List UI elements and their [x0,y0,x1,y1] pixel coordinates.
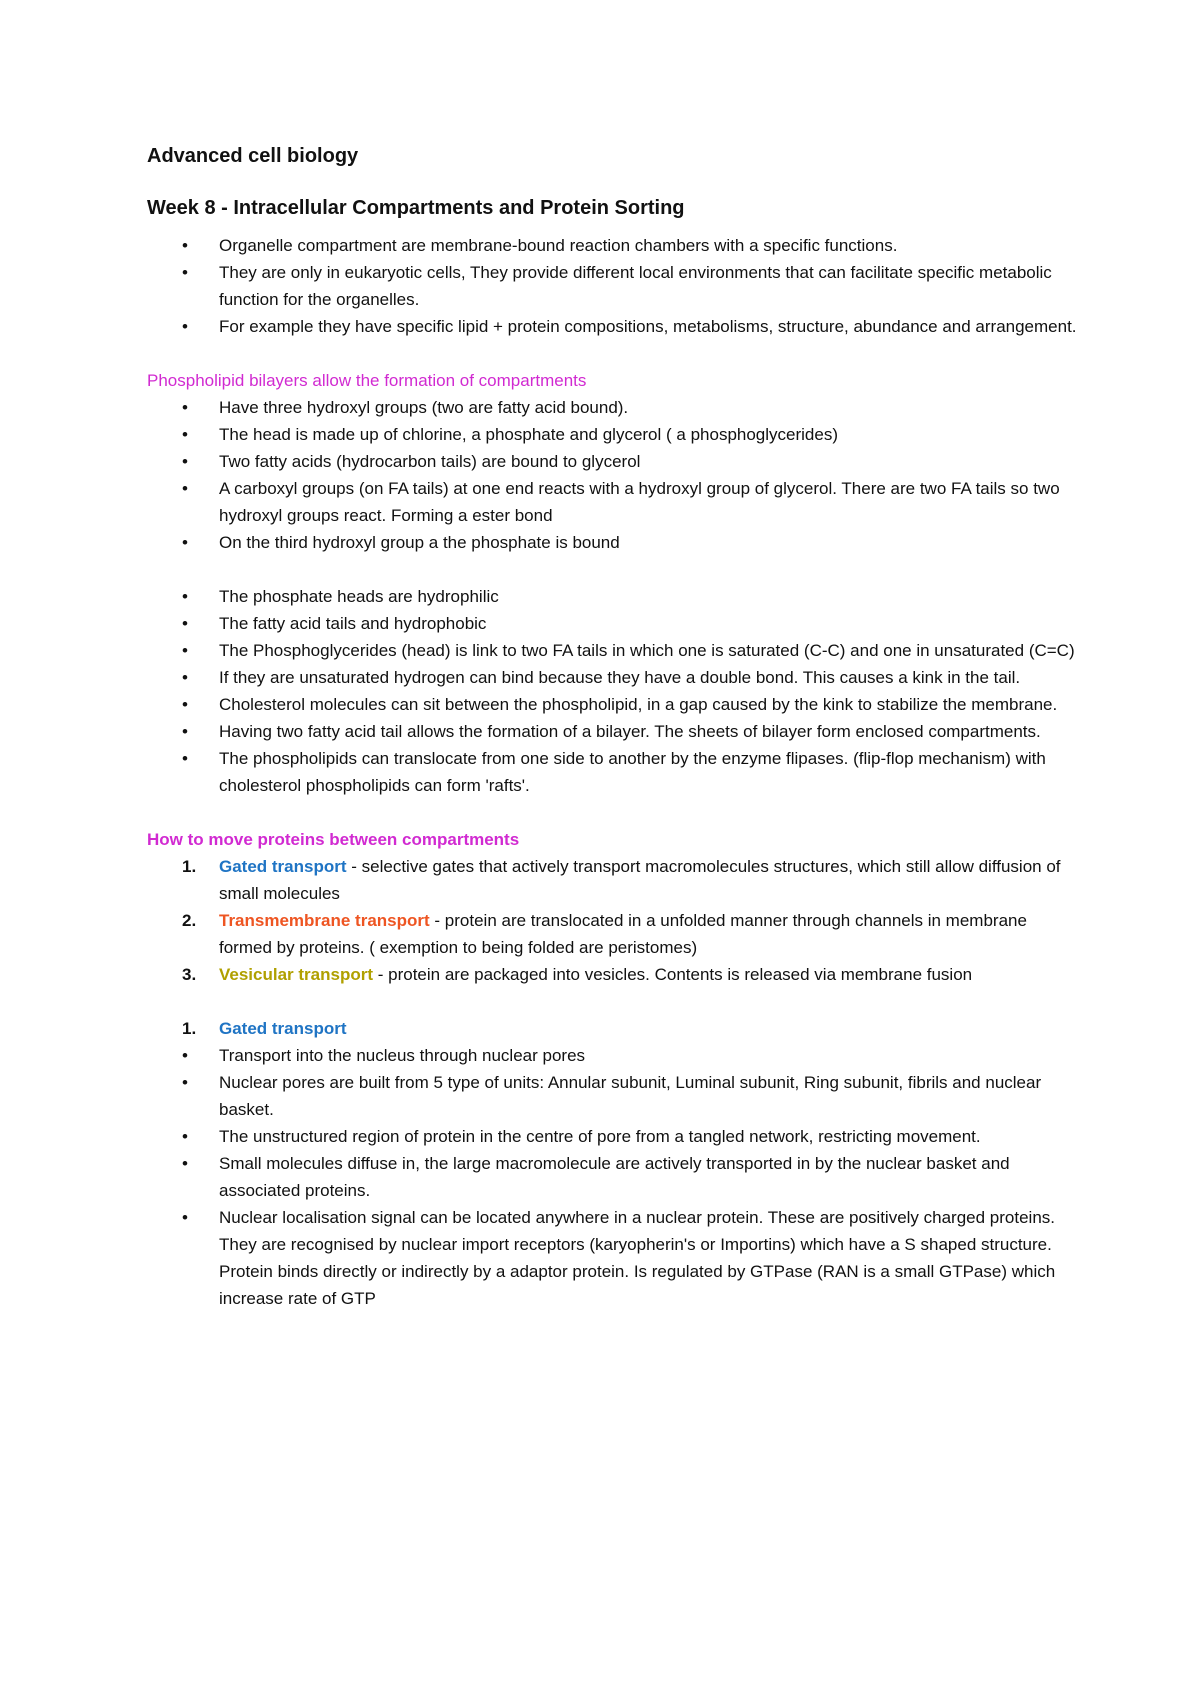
phospholipid-heading: Phospholipid bilayers allow the formation of compartments [147,371,587,390]
document-page [147,142,1077,1312]
list-item: • A carboxyl groups (on FA tails) at one end reacts with a hydroxyl group of glycerol. There are two FA tails so two hydroxyl groups react. Forming a ester bond [147,475,1077,529]
list-item: • The Phosphoglycerides (head) is link to two FA tails in which one is saturated (C-C) and one in unsaturated (C=C) [147,637,1077,664]
gated-transport-term: Gated transport [219,857,347,876]
list-item: • Nuclear localisation signal can be located anywhere in a nuclear protein. These are positively charged proteins. They are recognised by nuclear import receptors (karyopherin's or Importins) which have a S shaped structure. Protein binds directly or indirectly by a adaptor protein. Is regulated by GTPase (RAN is a small GTPase) which increase rate of GTP [147,1204,1077,1312]
list-item: • Nuclear pores are built from 5 type of units: Annular subunit, Luminal subunit, Ring subunit, fibrils and nuclear basket. [147,1069,1077,1123]
list-item: • The head is made up of chlorine, a phosphate and glycerol ( a phosphoglycerides) [147,421,1077,448]
list-item [147,961,1077,988]
transmembrane-transport-term: Transmembrane transport [219,911,430,930]
move-proteins-heading: How to move proteins between compartments [147,830,520,849]
list-item: • On the third hydroxyl group a the phosphate is bound [147,529,1077,556]
list-item: • The phosphate heads are hydrophilic [147,583,1077,610]
list-item: • They are only in eukaryotic cells, They provide different local environments that can facilitate specific metabolic function for the organelles. [147,259,1077,313]
gated-transport-heading: Gated transport [219,1019,347,1038]
list-number: 3. [182,965,197,984]
intro-list [147,232,1077,340]
list-item: • Small molecules diffuse in, the large macromolecule are actively transported in by the nuclear basket and associated proteins. [147,1150,1077,1204]
list-item: • Have three hydroxyl groups (two are fatty acid bound). [147,394,1077,421]
list-item: • Cholesterol molecules can sit between the phospholipid, in a gap caused by the kink to stabilize the membrane. [147,691,1077,718]
list-item [147,1015,1077,1042]
list-item [147,853,1077,907]
list-item: • The phospholipids can translocate from one side to another by the enzyme flipases. (flip-flop mechanism) with cholesterol phospholipids can form 'rafts'. [147,745,1077,799]
item-description: - protein are packaged into vesicles. Contents is released via membrane fusion [373,965,973,984]
list-item: • Two fatty acids (hydrocarbon tails) are bound to glycerol [147,448,1077,475]
transport-types-list [147,853,1077,988]
list-item: • The fatty acid tails and hydrophobic [147,610,1077,637]
list-number: 2. [182,911,197,930]
phospholipid-list-2 [147,583,1077,799]
list-item: • If they are unsaturated hydrogen can bind because they have a double bond. This causes a kink in the tail. [147,664,1077,691]
list-item: • Transport into the nucleus through nuclear pores [147,1042,1077,1069]
vesicular-transport-term: Vesicular transport [219,965,374,984]
document-subtitle: Week 8 - Intracellular Compartments and Protein Sorting [147,197,685,219]
list-item: • Having two fatty acid tail allows the formation of a bilayer. The sheets of bilayer form enclosed compartments. [147,718,1077,745]
item-description: - protein are translocated in a unfolded manner through channels in membrane formed by proteins. ( exemption to being folded are peristomes) [219,911,1027,957]
list-item: • The unstructured region of protein in the centre of pore from a tangled network, restricting movement. [147,1123,1077,1150]
list-item: • Organelle compartment are membrane-bound reaction chambers with a specific functions. [147,232,1077,259]
phospholipid-list-1 [147,394,1077,556]
list-item [147,907,1077,961]
list-number: 1. [182,1019,197,1038]
list-number: 1. [182,857,197,876]
gated-section-heading-list [147,1015,1077,1042]
item-description: - selective gates that actively transport macromolecules structures, which still allow diffusion of small molecules [219,857,1061,903]
list-item: • For example they have specific lipid + protein compositions, metabolisms, structure, abundance and arrangement. [147,313,1077,340]
document-title: Advanced cell biology [147,145,359,167]
gated-transport-list [147,1042,1077,1312]
